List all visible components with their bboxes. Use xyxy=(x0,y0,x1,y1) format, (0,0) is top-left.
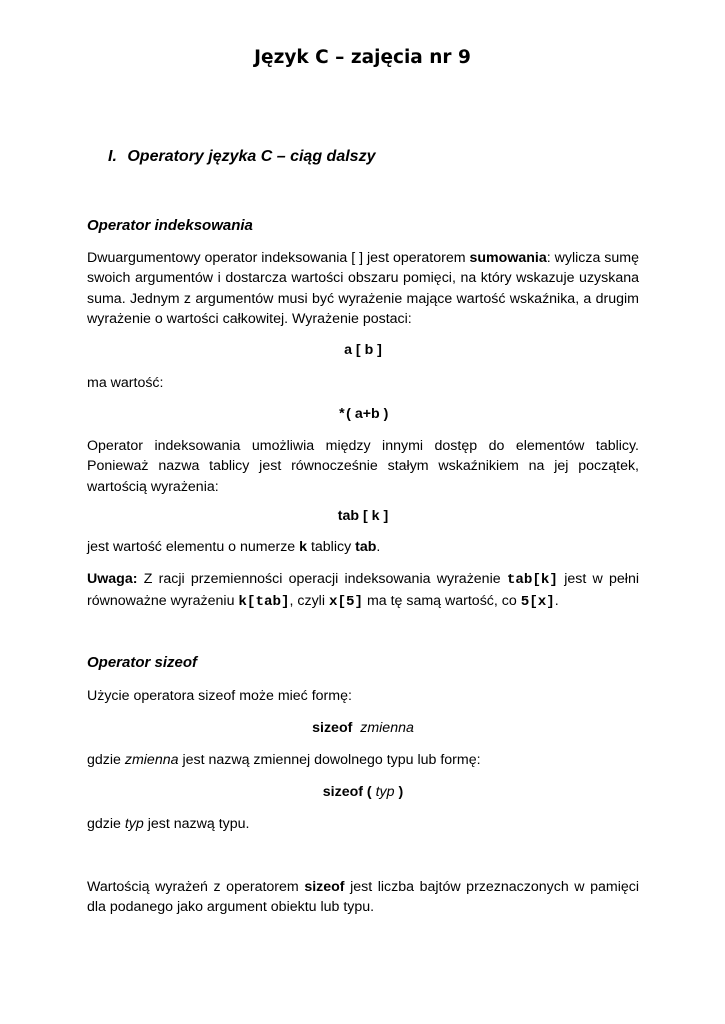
star-symbol: * xyxy=(337,407,347,423)
expression-text: ( a+b ) xyxy=(346,406,389,422)
has-value-text: ma wartość: xyxy=(87,375,164,391)
text-run: Z racji przemienności operacji indeksowania wyrażenie xyxy=(137,571,507,587)
text-run: jest liczba bajtów przeznaczonych w pamięci dla podanego jako argument obiektu lub typu. xyxy=(87,879,639,916)
text-run: gdzie xyxy=(87,752,125,768)
text-run: : wylicza sumę swoich argumentów i dostarcza wartości obszaru pomięci, na który wskazuje uzyskana suma. Jednym z argumentów musi być wyrażenie mające wartość wskaźnika, a drugim wyrażenie o wartości całkowitej. Wyrażenie postaci: xyxy=(87,250,639,328)
text-run: Wartością wyrażeń z operatorem xyxy=(87,879,305,895)
text-run: jest nazwą zmiennej dowolnego typu lub formę: xyxy=(178,752,481,768)
code-5-x: 5[x] xyxy=(520,594,555,610)
text-run: . xyxy=(554,593,559,609)
bold-k: k xyxy=(299,539,308,555)
expression-tab-k xyxy=(87,506,639,526)
expression-text: a [ b ] xyxy=(344,342,382,358)
section-number: I. xyxy=(108,148,117,165)
sizeof-form-variable xyxy=(87,718,639,738)
text-run: ma tę samą wartość, co xyxy=(363,593,521,609)
argument-zmienna: zmienna xyxy=(360,720,414,736)
text-run: , czyli xyxy=(289,593,329,609)
text-run: jest nazwą typu. xyxy=(143,816,250,832)
text-run: gdzie xyxy=(87,816,125,832)
sizeof-form-type xyxy=(87,782,639,802)
text-run: jest w pełni równoważne wyrażeniu xyxy=(87,571,639,609)
page-title: Język C – zajęcia nr 9 xyxy=(254,47,471,68)
expression-text: tab [ k ] xyxy=(337,508,389,524)
text-run: jest wartość elementu o numerze xyxy=(87,539,300,555)
sizeof-heading: Operator sizeof xyxy=(87,654,198,671)
code-k-tab: k[tab] xyxy=(238,594,290,610)
expression-deref xyxy=(87,404,639,425)
code-x-5: x[5] xyxy=(328,594,363,610)
sizeof-paragraph-2 xyxy=(87,750,639,770)
text-run: Dwuargumentowy operator indeksowania [ ] jest operatorem xyxy=(87,250,470,266)
text-run: tablicy xyxy=(307,539,356,555)
bold-sizeof: sizeof xyxy=(304,879,345,895)
section-heading xyxy=(108,148,375,166)
expression-a-b xyxy=(87,340,639,360)
indexing-paragraph-2: Operator indeksowania umożliwia między innymi dostęp do elementów tablicy. Ponieważ nazwa tablicy jest równocześnie stałym wskaźnikiem na jej początek, wartością wyrażenia: xyxy=(87,438,639,495)
sizeof-paragraph-3 xyxy=(87,814,639,834)
italic-typ: typ xyxy=(124,816,144,832)
sizeof-paragraph-4 xyxy=(87,877,639,918)
sizeof-keyword: sizeof xyxy=(312,720,353,736)
bold-tab: tab xyxy=(355,539,377,555)
text-run: . xyxy=(376,539,381,555)
indexing-heading: Operator indeksowania xyxy=(87,217,253,234)
bold-term-sumowania: sumowania xyxy=(469,250,547,266)
code-tab-k: tab[k] xyxy=(506,572,558,588)
note-paragraph xyxy=(87,569,639,613)
indexing-paragraph-3 xyxy=(87,537,639,557)
indexing-paragraph-1 xyxy=(87,248,639,330)
argument-typ: typ xyxy=(375,784,395,800)
italic-zmienna: zmienna xyxy=(124,752,179,768)
close-paren: ) xyxy=(398,784,404,800)
sizeof-paragraph-1: Użycie operatora sizeof może mieć formę: xyxy=(87,688,352,704)
section-title: Operatory języka C – ciąg dalszy xyxy=(127,148,376,165)
note-label: Uwaga: xyxy=(87,571,138,587)
sizeof-keyword: sizeof ( xyxy=(322,784,372,800)
